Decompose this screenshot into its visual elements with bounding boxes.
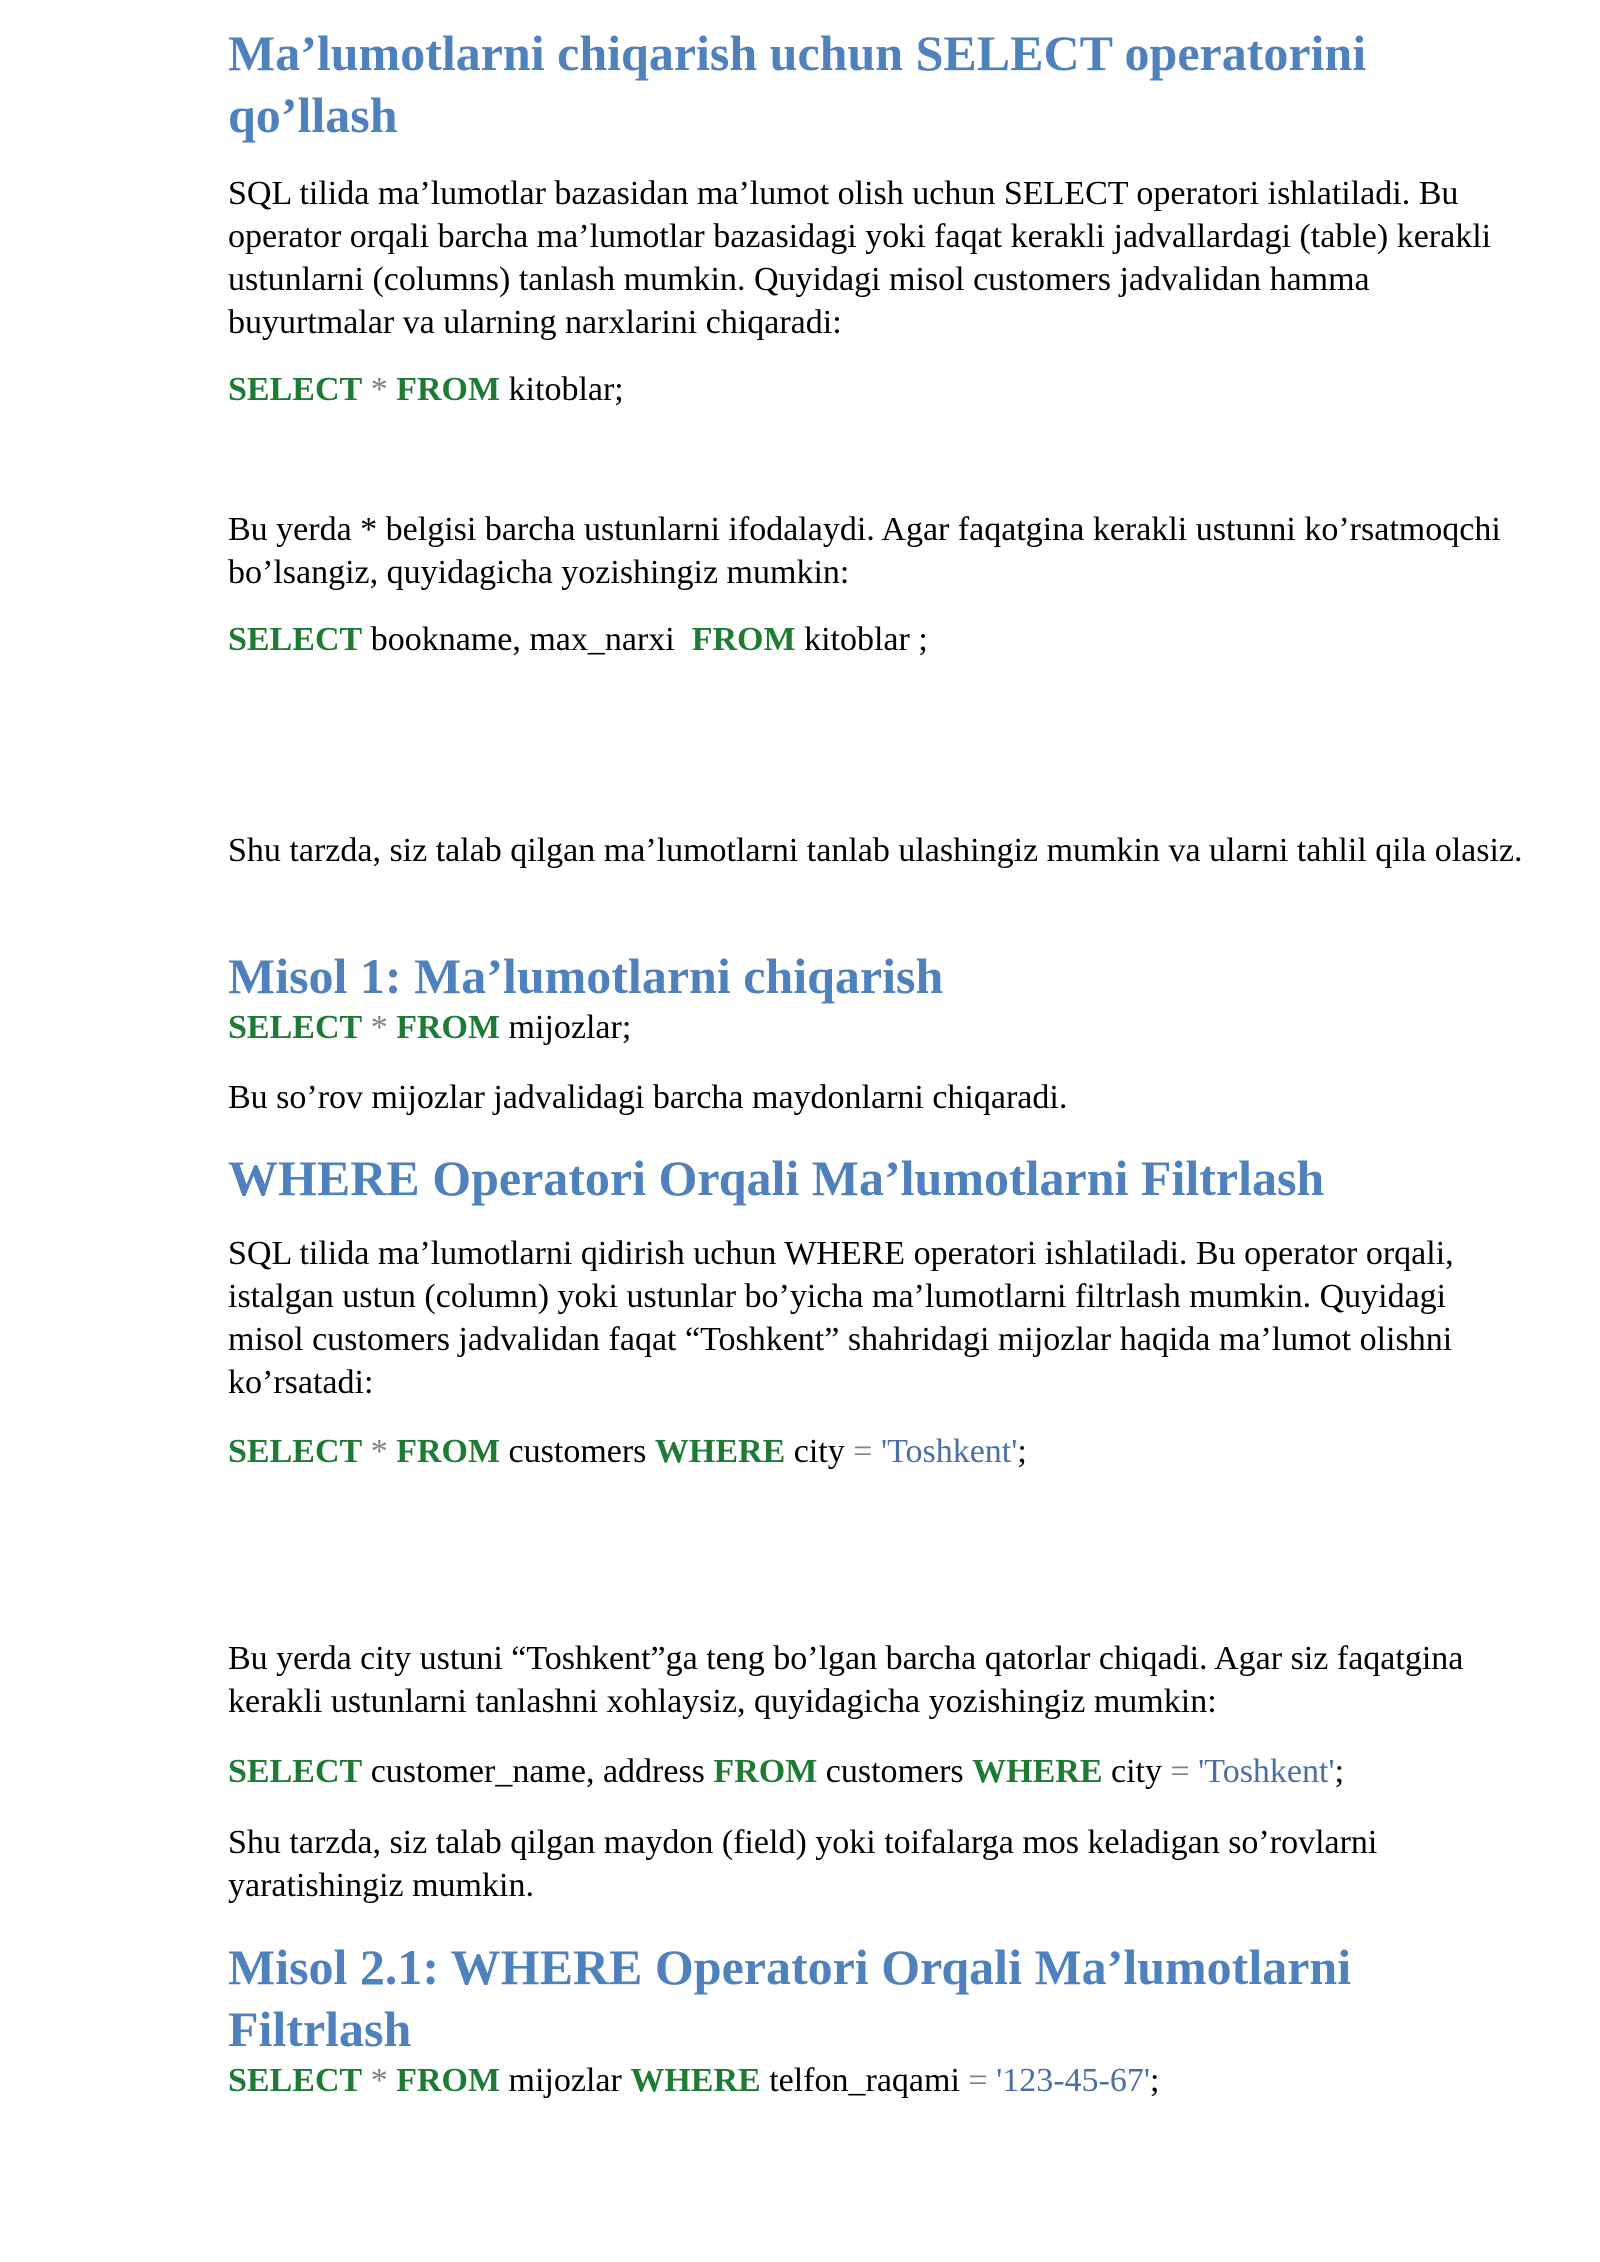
paragraph-star-explanation: Bu yerda * belgisi barcha ustunlarni ifodalaydi. Agar faqatgina kerakli ustunni ko’rsatmoqchi bo’lsangiz, quyidagicha yozishingiz mumkin:: [228, 511, 1501, 591]
sql-identifier: telfon_raqami: [760, 2062, 969, 2099]
paragraph-example-1: Bu so’rov mijozlar jadvalidagi barcha maydonlarni chiqaradi.: [228, 1079, 1068, 1116]
sql-keyword: FROM: [396, 1433, 501, 1470]
sql-identifier: mijozlar: [500, 2062, 631, 2099]
paragraph-where-explanation: Bu yerda city ustuni “Toshkent”ga teng bo’lgan barcha qatorlar chiqadi. Agar siz faqatgina kerakli ustunlarni tanlashni xohlaysiz, quyidagicha yozishingiz mumkin:: [228, 1640, 1464, 1720]
sql-operator: =: [853, 1433, 881, 1470]
sql-terminator: ;: [1017, 1433, 1027, 1470]
sql-identifier: customers: [500, 1433, 655, 1470]
sql-identifier: customer_name, address: [362, 1753, 714, 1790]
sql-operator: *: [362, 1009, 397, 1046]
sql-operator: *: [362, 1433, 397, 1470]
sql-keyword: WHERE: [654, 1433, 786, 1470]
sql-keyword: SELECT: [228, 1433, 363, 1470]
code-select-all-mijozlar: [228, 1006, 1528, 1049]
sql-keyword: SELECT: [228, 371, 363, 408]
sql-identifier: mijozlar;: [500, 1009, 632, 1046]
sql-string: 'Toshkent': [1198, 1753, 1335, 1790]
sql-keyword: WHERE: [972, 1753, 1103, 1790]
sql-keyword: FROM: [396, 1009, 501, 1046]
sql-string: '123-45-67': [996, 2062, 1150, 2099]
sql-operator: *: [362, 2062, 397, 2099]
sql-operator: =: [1170, 1753, 1199, 1790]
sql-operator: *: [362, 371, 397, 408]
sql-keyword: SELECT: [228, 1009, 363, 1046]
sql-keyword: FROM: [396, 371, 501, 408]
code-select-columns-kitoblar: [228, 618, 1528, 661]
sql-identifier: city: [1102, 1753, 1171, 1790]
sql-keyword: SELECT: [228, 621, 363, 658]
paragraph-select-intro: SQL tilida ma’lumotlar bazasidan ma’lumot olish uchun SELECT operatori ishlatiladi. Bu operator orqali barcha ma’lumotlar bazasidagi yoki faqat kerakli jadvallardagi (table) kerakli ustunlarni (columns) tanlash mumkin. Quyidagi misol customers jadvalidan hamma buyurtmalar va ularning narxlarini chiqaradi:: [228, 175, 1492, 341]
sql-keyword: FROM: [396, 2062, 501, 2099]
sql-string: 'Toshkent': [880, 1433, 1018, 1470]
code-select-all-kitoblar: [228, 368, 1528, 411]
paragraph-where-summary: Shu tarzda, siz talab qilgan maydon (field) yoki toifalarga mos keladigan so’rovlarni yaratishingiz mumkin.: [228, 1824, 1378, 1904]
example-heading-1: Misol 1: Ma’lumotlarni chiqarish: [228, 948, 944, 1004]
sql-keyword: WHERE: [630, 2062, 761, 2099]
sql-keyword: FROM: [691, 621, 796, 658]
sql-identifier: customers: [817, 1753, 973, 1790]
sql-identifier: bookname, max_narxi: [362, 621, 692, 658]
sql-terminator: ;: [1150, 2062, 1160, 2099]
sql-keyword: FROM: [713, 1753, 818, 1790]
example-heading-2-1: Misol 2.1: WHERE Operatori Orqali Ma’lumotlarni Filtrlash: [228, 1939, 1352, 2057]
sql-terminator: ;: [1334, 1753, 1345, 1790]
code-where-telefon: [228, 2059, 1528, 2102]
sql-keyword: SELECT: [228, 1753, 363, 1790]
paragraph-where-intro: SQL tilida ma’lumotlarni qidirish uchun WHERE operatori ishlatiladi. Bu operator orqali, istalgan ustun (column) yoki ustunlar bo’yicha ma’lumotlarni filtrlash mumkin. Quyidagi misol customers jadvalidan faqat “Toshkent” shahridagi mijozlar haqida ma’lumot olishni ko’rsatadi:: [228, 1235, 1454, 1401]
sql-identifier: city: [785, 1433, 854, 1470]
sql-identifier: kitoblar ;: [795, 621, 928, 658]
paragraph-select-summary: Shu tarzda, siz talab qilgan ma’lumotlarni tanlab ulashingiz mumkin va ularni tahlil qila olasiz.: [228, 832, 1523, 869]
sql-keyword: SELECT: [228, 2062, 363, 2099]
section-heading-select: Ma’lumotlarni chiqarish uchun SELECT operatorini qo’llash: [228, 25, 1367, 143]
section-heading-where: WHERE Operatori Orqali Ma’lumotlarni Filtrlash: [228, 1150, 1325, 1206]
code-where-columns: [228, 1750, 1528, 1793]
sql-identifier: kitoblar;: [500, 371, 624, 408]
sql-operator: =: [968, 2062, 997, 2099]
code-where-city: [228, 1430, 1528, 1473]
